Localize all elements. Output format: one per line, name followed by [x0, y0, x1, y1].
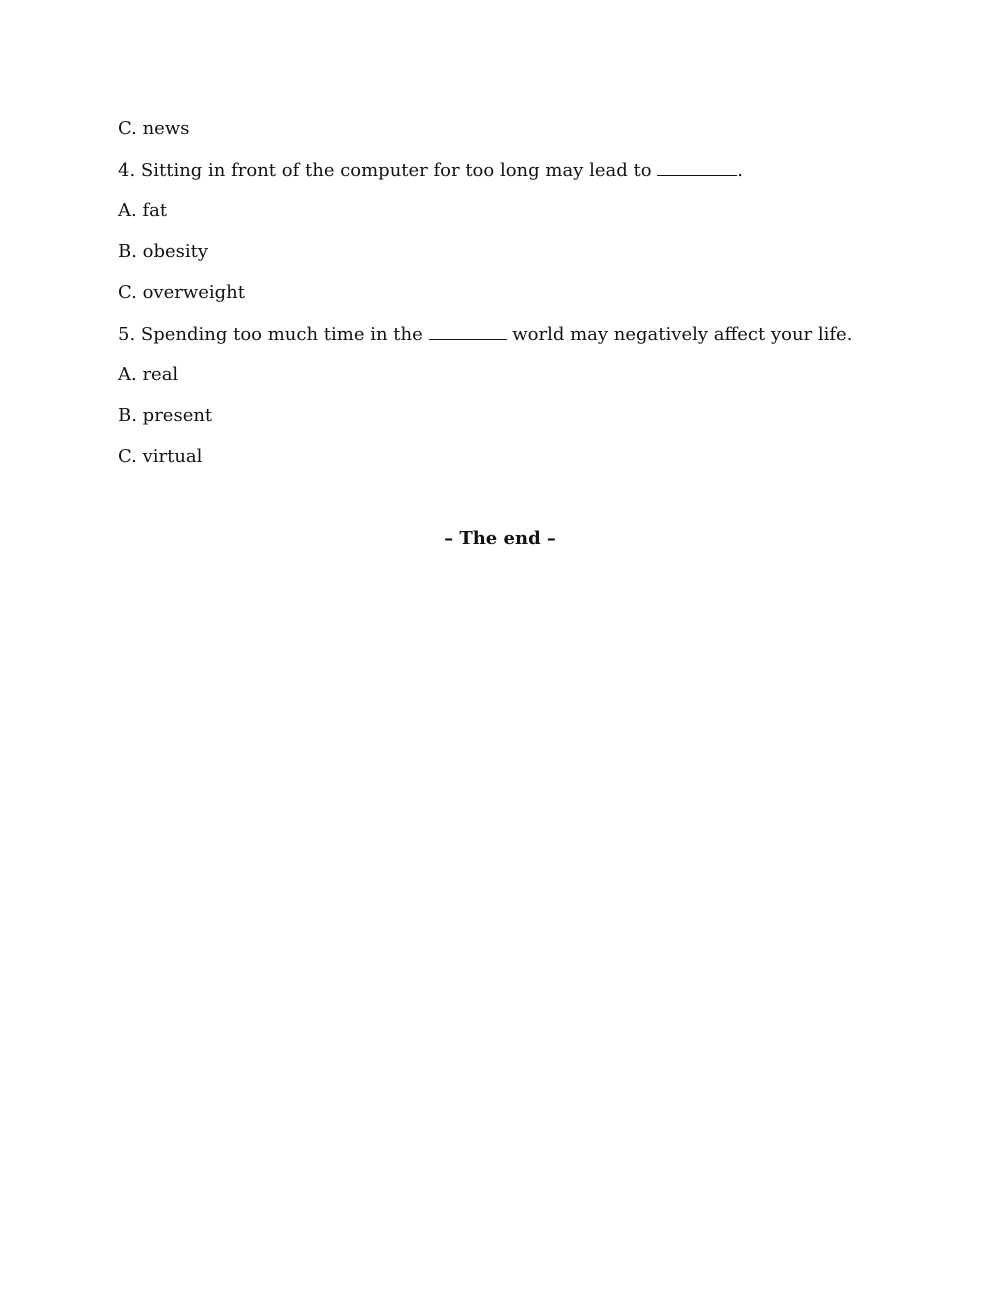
q4-option-c: C. overweight — [118, 282, 246, 303]
question-5-text-end: world may negatively affect your life. — [512, 324, 853, 345]
question-4-end: . — [737, 160, 743, 181]
q5-option-b: B. present — [118, 405, 213, 426]
q5-option-c: C. virtual — [118, 446, 203, 467]
q4-option-b: B. obesity — [118, 241, 209, 262]
the-end-footer: – The end – — [444, 528, 556, 549]
question-5-blank — [429, 323, 507, 340]
question-5 — [118, 323, 852, 346]
question-4-blank — [657, 159, 737, 176]
question-5-text: 5. Spending too much time in the — [118, 324, 423, 345]
q3-option-c: C. news — [118, 118, 190, 139]
question-4 — [118, 159, 743, 182]
q4-option-a: A. fat — [118, 200, 168, 221]
question-4-text: 4. Sitting in front of the computer for too long may lead to — [118, 160, 652, 181]
q5-option-a: A. real — [118, 364, 179, 385]
